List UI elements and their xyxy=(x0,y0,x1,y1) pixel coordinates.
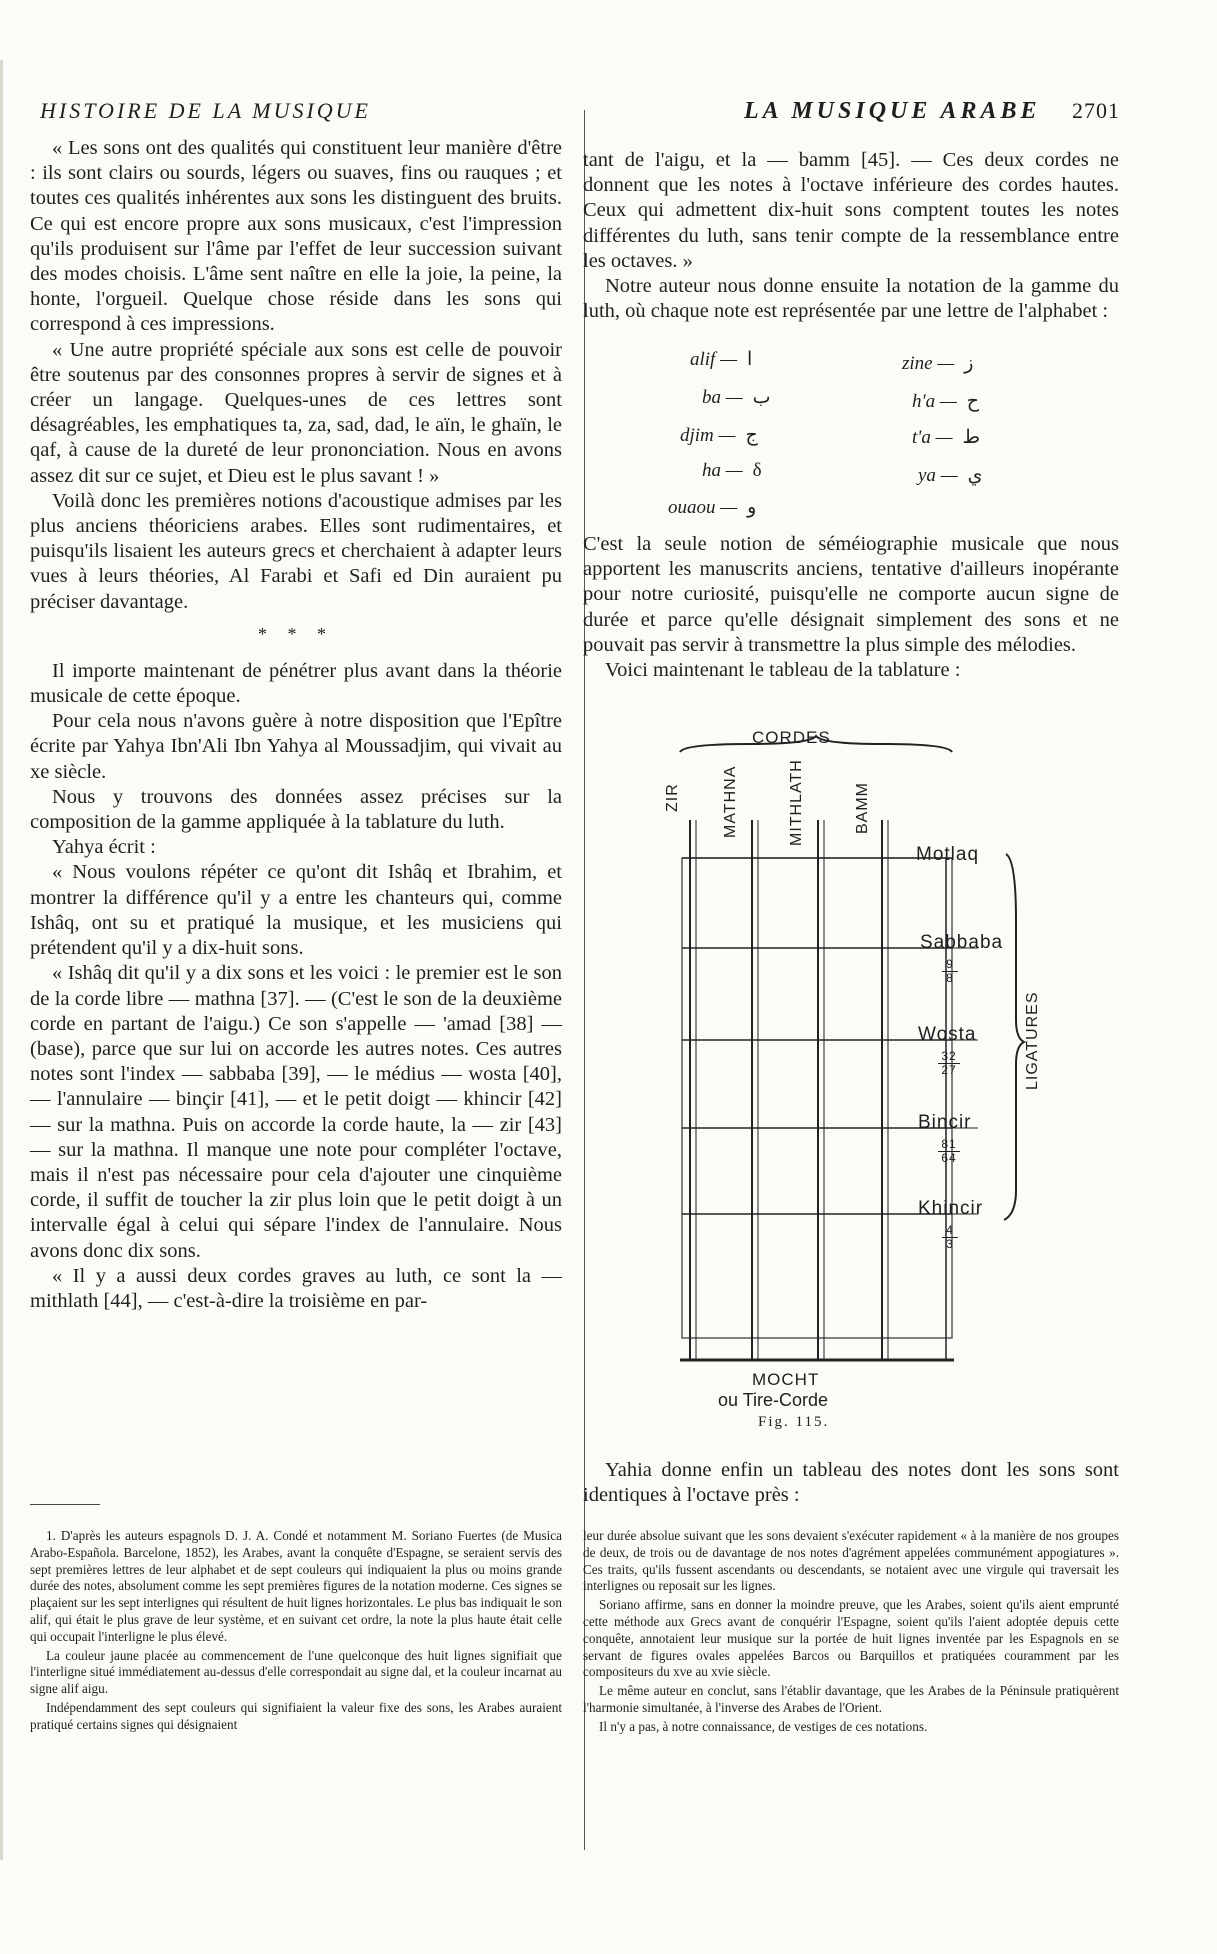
tablature-drawing xyxy=(660,720,1040,1420)
paragraph: « Il y a aussi deux cordes graves au luth, ce sont la — mithlath [44], — c'est-à-dire la troisième en par- xyxy=(30,1264,562,1312)
string-label-zir: ZIR xyxy=(664,783,681,812)
alphabet-entry: ouaou — و xyxy=(668,497,757,518)
fret-ratio-bincir: 81 64 xyxy=(938,1138,960,1165)
fret-name-wosta: Wosta xyxy=(918,1024,977,1045)
figure-caption: Fig. 115. xyxy=(758,1414,830,1430)
string-label-mithlath: MITHLATH xyxy=(788,759,805,846)
tire-corde-label: ou Tire-Corde xyxy=(718,1390,829,1410)
paragraph: « Nous voulons répéter ce qu'ont dit Ishâq et Ibrahim, et montrer la différence qu'il y a entre les chanteurs qui, comme Ishâq, ont su et pratiqué la musique, et les musiciens qui prétendent qu'il y a dix-huit sons. xyxy=(30,861,562,960)
footnote: 1. D'après les auteurs espagnols D. J. A. Condé et notamment M. Soriano Fuertes (de Musica Arabo-Española. Barcelone, 1852), les Arabes, avant la conquête d'Espagne, se seraient servis des sept premières lettres de leur alphabet et de sept couleurs qui indiquaient la plus ou moins grande durée des notes, absolument comme les sept premières figures de la notation moderne. Ces signes se plaçaient sur les sept interlignes qui résultent de huit lignes horizontales. Le plus bas indiquait le son alif, qui était le plus grave de leur système, et en suivant cet ordre, la note la plus haute était celle qui occupait l'interligne le plus élevé. xyxy=(30,1528,562,1644)
fret-name-bincir: Bincir xyxy=(918,1112,972,1133)
fret-name-sabbaba: Sabbaba xyxy=(920,932,1004,953)
paragraph: « Les sons ont des qualités qui constituent leur manière d'être : ils sont clairs ou sourds, légers ou suaves, fins ou rauques ; et toutes ces qualités inhérentes aux sons les distinguent des bruits. Ce qui est encore propre aux sons musicaux, c'est l'impression qu'ils produisent sur l'âme par l'effet de leur succession suivant des modes choisis. L'âme sent naître en elle la joie, la peine, la honte, l'orgueil. Quelque chose réside dans les sons qui correspond à ces impressions. xyxy=(30,137,562,336)
lute-tablature-figure xyxy=(660,720,1040,1440)
footnote: leur durée absolue suivant que les sons devaient s'exécuter rapidement « à la manière de nos groupes de deux, de trois ou de davantage de nos notes d'agrément appelées communément appogiatures ». Ces traits, qu'ils fussent ascendants ou descendants, se notaient avec une virgule qui traversait les interlignes ou reposait sur les lignes. xyxy=(583,1528,1119,1594)
paragraph: Pour cela nous n'avons guère à notre disposition que l'Epître écrite par Yahya Ibn'Ali Ibn Yahya al Moussadjim, qui vivait au xe siècle. xyxy=(30,710,562,783)
ligatures-label: LIGATURES xyxy=(1024,991,1041,1090)
left-column xyxy=(30,136,562,1314)
right-column-middle xyxy=(583,532,1119,683)
paragraph: Il importe maintenant de pénétrer plus avant dans la théorie musicale de cette époque. xyxy=(30,659,562,708)
footnote-rule xyxy=(30,1504,100,1505)
alphabet-entry: h'a — ح xyxy=(912,391,979,412)
footnote: Indépendamment des sept couleurs qui signifiaient la valeur fixe des sons, les Arabes auraient pratiqué certains signes qui désignaient xyxy=(30,1699,562,1732)
alphabet-entry: djim — ج xyxy=(680,425,758,446)
paragraph: Voilà donc les premières notions d'acoustique admises par les plus anciens théoriciens arabes. Elles sont rudimentaires, et puisqu'ils lisaient les auteurs grecs et cherchaient à adapter leurs vues à leurs théories, Al Farabi et Safi ed Din auraient pu préciser davantage. xyxy=(30,489,562,613)
right-column-bottom xyxy=(583,1458,1119,1508)
paragraph: Nous y trouvons des données assez précises sur la composition de la gamme appliquée à la tablature du luth. xyxy=(30,785,562,834)
fret-ratio-khincir: 4 3 xyxy=(942,1224,958,1251)
footnote: Le même auteur en conclut, sans l'établir davantage, que les Arabes de la Péninsule pratiquèrent l'harmonie simultanée, à l'inverse des Arabes de l'Orient. xyxy=(583,1683,1119,1715)
right-column-top xyxy=(583,148,1119,324)
fret-ratio-sabbaba: 9 8 xyxy=(942,958,958,985)
footnotes-right xyxy=(583,1528,1119,1738)
page-number: 2701 xyxy=(1072,98,1120,123)
alphabet-entry: ba — ب xyxy=(702,387,771,408)
paragraph: C'est la seule notion de séméiographie musicale que nous apportent les manuscrits anciens, tentative d'ailleurs inopérante pour notre curiosité, puisqu'elle ne comporte aucun signe de durée et parce qu'elle désignait simplement des sons et ne pouvait pas servir à transmettre la plus simple des mélodies. xyxy=(583,533,1119,656)
page-edge-shadow xyxy=(0,60,3,1860)
paragraph: « Ishâq dit qu'il y a dix sons et les voici : le premier est le son de la corde libre — mathna [37]. — (C'est le son de la deuxième corde en partant de l'aigu.) Ce son s'appelle — 'amad [38] — (base), parce que sur lui on accorde les autres notes. Ces autres notes sont l'index — sabbaba [39], — le médius — wosta [40], — l'annulaire — binçir [41], — et le petit doigt — khincir [42] — sur la mathna. Puis on accorde la corde haute, la — zir [43] — sur la mathna. Il manque une note pour compléter l'octave, mais il n'est pas nécessaire pour cela d'ajouter une cinquième corde, il suffit de toucher la zir plus loin que le petit doigt à un intervalle égal à celui qui sépare l'index de l'annulaire. Nous avons donc dix sons. xyxy=(30,962,562,1262)
running-head-right: LA MUSIQUE ARABE xyxy=(744,98,1041,124)
alphabet-entry: ha — δ xyxy=(702,460,762,481)
fret-name-khincir: Khincir xyxy=(918,1198,984,1219)
section-ornament: * * * xyxy=(258,623,334,644)
footnote: Il n'y a pas, à notre connaissance, de vestiges de ces notations. xyxy=(599,1718,928,1734)
paragraph: « Une autre propriété spéciale aux sons est celle de pouvoir être soutenus par des consonnes propres à servir de signes et à créer un langage. Quelques-unes de ces lettres sont désagréables, les emphatiques ta, za, sad, dad, le aïn, le ghaïn, le qaf, à cause de la dureté de leur prononciation. Nous en avons assez dit sur ce sujet, et Dieu est le plus savant ! » xyxy=(30,338,562,487)
cordes-label: CORDES xyxy=(752,728,831,747)
paragraph: Voici maintenant le tableau de la tablature : xyxy=(605,659,961,682)
paragraph: Yahia donne enfin un tableau des notes dont les sons sont identiques à l'octave près : xyxy=(583,1459,1119,1507)
paragraph: Yahya écrit : xyxy=(52,836,156,859)
footnote: Soriano affirme, sans en donner la moindre preuve, que les Arabes, soient qu'ils aient emprunté cette méthode aux Grecs avant de conquérir l'Espagne, soient qu'ils l'aient adoptée depuis cette conquête, annotaient leur musique sur la portée de huit lignes inventée par les Espagnols en se servant de figures ovales appelées Barcos ou Barquillos et pratiquées couramment par les compositeurs du xve au xvie siècle. xyxy=(583,1597,1119,1680)
paragraph: tant de l'aigu, et la — bamm [45]. — Ces deux cordes ne donnent que les notes à l'octave inférieure des cordes hautes. Ceux qui admettent dix-huit sons comptent toutes les notes différentes du luth, sans tenir compte de la ressemblance entre les octaves. » xyxy=(583,149,1119,272)
alphabet-entry: t'a — ط xyxy=(912,427,981,448)
string-label-mathna: MATHNA xyxy=(722,765,739,838)
paragraph: Notre auteur nous donne ensuite la notation de la gamme du luth, où chaque note est représentée par une lettre de l'alphabet : xyxy=(583,275,1119,323)
alphabet-entry: alif — ا xyxy=(690,349,753,370)
alphabet-entry: ya — ي xyxy=(918,465,983,486)
footnote: La couleur jaune placée au commencement de l'une quelconque des huit lignes signifiait que l'interligne situé immédiatement au-dessus d'elle correspondait au signe dal, et la couleur incarnat au signe alif aigu. xyxy=(30,1647,562,1697)
fret-ratio-wosta: 32 27 xyxy=(938,1050,960,1077)
running-head-left: HISTOIRE DE LA MUSIQUE xyxy=(40,98,371,123)
fret-name-motlaq: Motlaq xyxy=(916,844,980,865)
ligatures-brace xyxy=(1004,854,1024,1220)
string-label-bamm: BAMM xyxy=(854,782,871,834)
alphabet-notation-table xyxy=(650,348,1050,528)
mocht-label: MOCHT xyxy=(752,1370,820,1389)
footnotes-left xyxy=(30,1528,562,1736)
alphabet-entry: zine — ز xyxy=(902,353,974,374)
